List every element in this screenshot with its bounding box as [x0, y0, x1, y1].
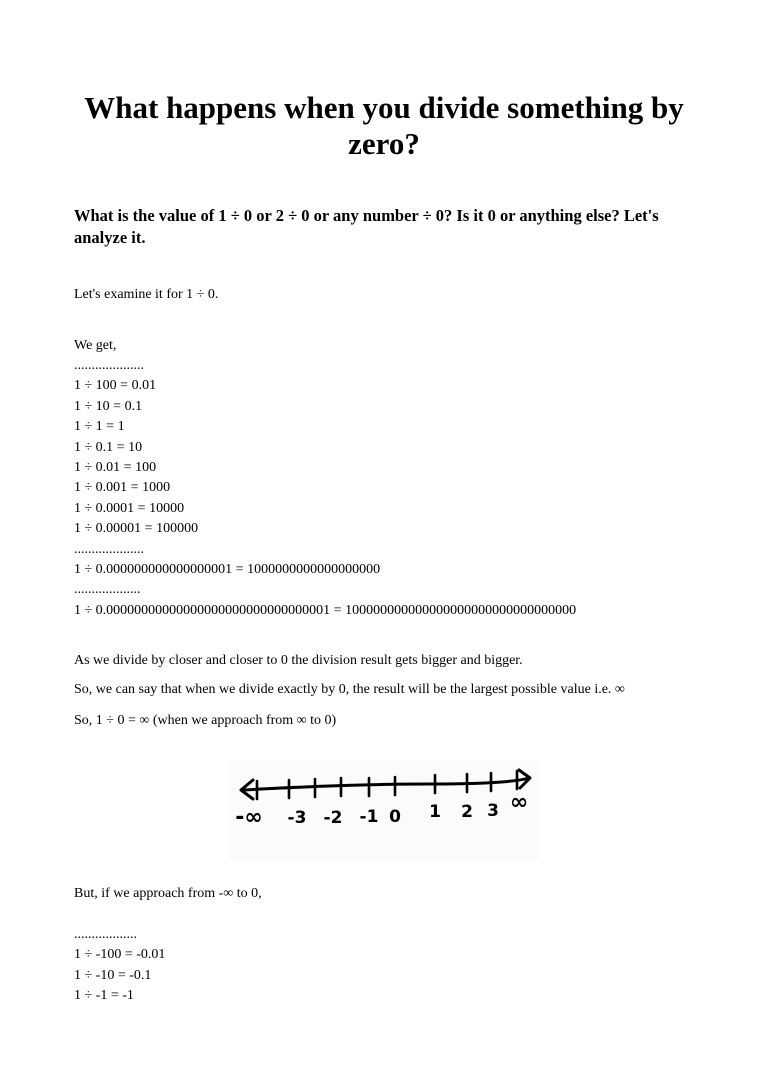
list-item: 1 ÷ 0.001 = 1000	[74, 480, 171, 496]
number-line-label: 3	[487, 801, 499, 821]
negative-division-list	[74, 925, 165, 1007]
number-line-label: -3	[287, 808, 307, 828]
number-line-label: -∞	[235, 805, 263, 830]
number-line-label: 2	[461, 802, 473, 822]
number-line-image	[229, 760, 539, 860]
list-item: ....................	[74, 358, 144, 373]
number-line-label: 0	[389, 807, 401, 827]
list-item: 1 ÷ 1 = 1	[74, 419, 125, 435]
list-item: 1 ÷ -1 = -1	[74, 988, 134, 1004]
list-item: 1 ÷ -10 = -0.1	[74, 967, 152, 983]
list-item: 1 ÷ 0.1 = 10	[74, 439, 143, 455]
intro-text: Let's examine it for 1 ÷ 0.	[74, 287, 219, 302]
number-line-label: -2	[323, 808, 343, 828]
list-item: 1 ÷ 100 = 0.01	[74, 378, 157, 394]
number-line-labels	[235, 790, 528, 830]
observation-text: As we divide by closer and closer to 0 the division result gets bigger and bigger.	[74, 653, 523, 668]
number-line-drawing	[229, 760, 539, 860]
number-line-label: ∞	[509, 790, 529, 815]
negative-intro-text: But, if we approach from -∞ to 0,	[74, 886, 262, 901]
list-item: ..................	[74, 927, 137, 942]
conclusion-text: So, we can say that when we divide exactly by 0, the result will be the largest possible value i.e. ∞	[74, 682, 625, 697]
list-item: 1 ÷ 0.01 = 100	[74, 459, 157, 475]
positive-division-list	[74, 356, 576, 621]
list-item: 1 ÷ 0.000000000000000001 = 1000000000000000000	[74, 561, 381, 577]
we-get-text: We get,	[74, 338, 117, 353]
page-title: What happens when you divide something by zero?	[84, 90, 684, 161]
list-item: 1 ÷ 0.00000000000000000000000000000001 = 100000000000000000000000000000000	[74, 602, 577, 618]
list-item: 1 ÷ 0.00001 = 100000	[74, 521, 199, 537]
list-item: 1 ÷ 10 = 0.1	[74, 398, 143, 414]
subtitle-question: What is the value of 1 ÷ 0 or 2 ÷ 0 or any number ÷ 0? Is it 0 or anything else? Let's analyze it.	[74, 206, 659, 247]
list-item: ....................	[74, 541, 144, 557]
list-item: ...................	[74, 582, 141, 598]
number-line-label: -1	[359, 807, 379, 827]
list-item: 1 ÷ 0.0001 = 10000	[74, 500, 185, 516]
result-positive-text: So, 1 ÷ 0 = ∞ (when we approach from ∞ to 0)	[74, 713, 337, 728]
number-line-axis	[243, 778, 529, 790]
list-item: 1 ÷ -100 = -0.01	[74, 947, 166, 963]
number-line-label: 1	[429, 802, 441, 822]
